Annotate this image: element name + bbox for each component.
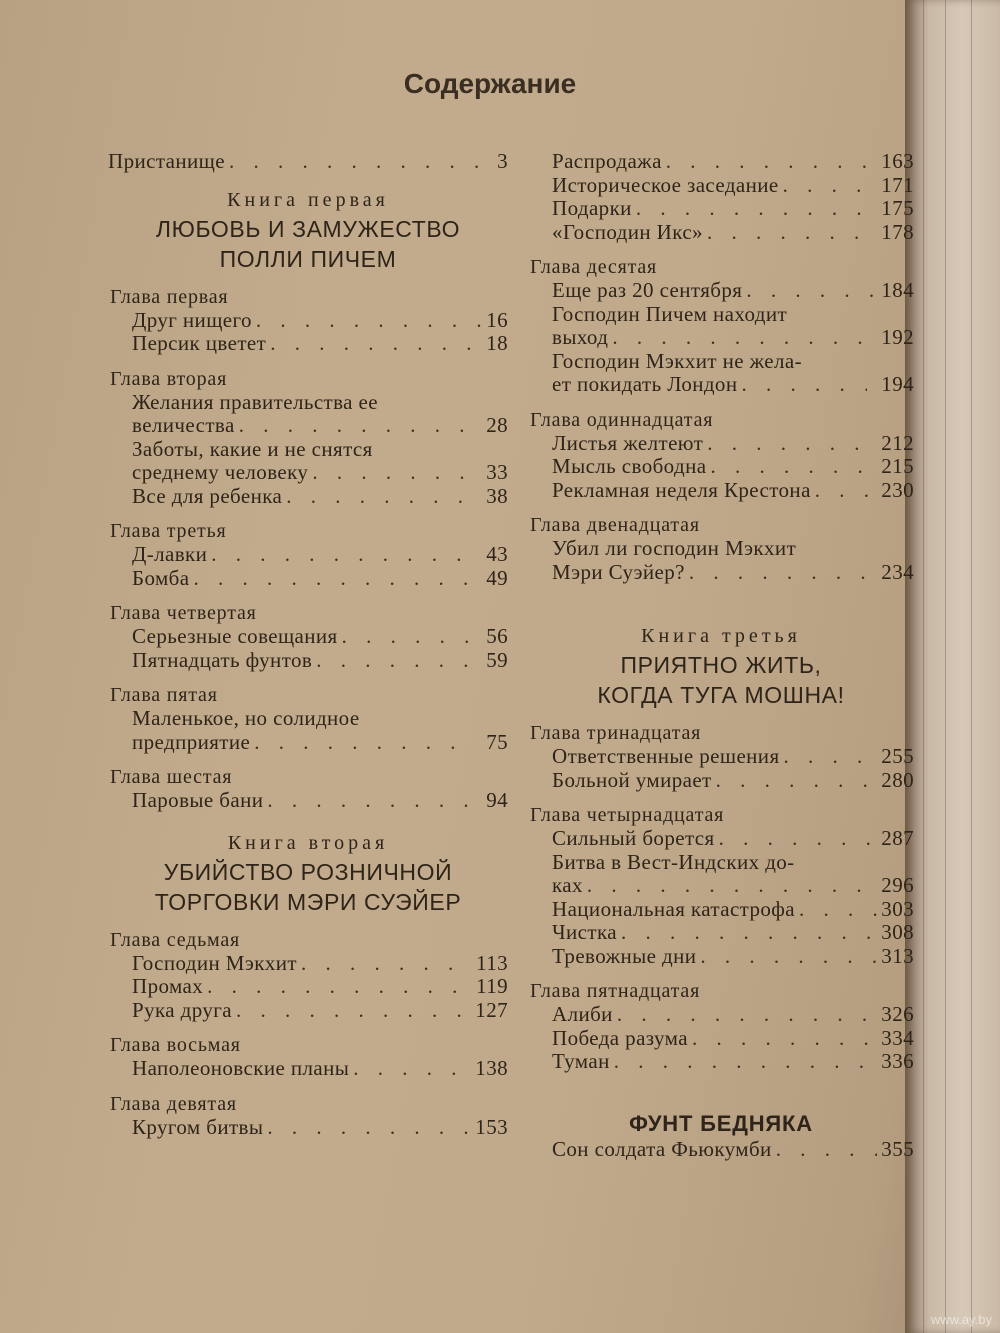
book-title-line: ТОРГОВКИ МЭРИ СУЭЙЕР xyxy=(154,888,462,915)
leader-dots xyxy=(617,1003,877,1027)
chapter-heading: Глава третья xyxy=(110,520,227,542)
book-label: Книга вторая xyxy=(227,831,389,854)
chapter-heading: Глава пятнадцатая xyxy=(530,980,701,1002)
toc-page-number: 171 xyxy=(881,172,914,197)
toc-entry-title: Господин Мэкхит xyxy=(132,950,297,975)
toc-page-number: 326 xyxy=(881,1002,914,1026)
leader-dots xyxy=(707,221,877,245)
leader-dots xyxy=(700,945,877,969)
toc-entry xyxy=(528,303,914,350)
toc-entry-title: Д-лавки xyxy=(132,542,208,566)
chapter-heading: Глава тринадцатая xyxy=(530,722,702,744)
toc-entry-title: Бомба xyxy=(132,565,190,590)
leader-dots xyxy=(193,567,482,591)
toc-entry-line xyxy=(132,731,508,755)
toc-page-number: 119 xyxy=(476,974,508,998)
toc-entry xyxy=(528,851,914,898)
leader-dots xyxy=(236,999,471,1023)
toc-entry-title: Подарки xyxy=(552,196,632,220)
toc-page-number: 303 xyxy=(881,896,914,921)
leader-dots xyxy=(707,432,877,456)
toc-page-number: 255 xyxy=(881,744,914,768)
toc-page-number: 355 xyxy=(881,1136,914,1161)
toc-entry xyxy=(528,1138,914,1162)
toc-entry-title: Паровые бани xyxy=(132,788,264,812)
toc-entry-line xyxy=(552,561,914,585)
toc-entry xyxy=(528,479,914,503)
leader-dots xyxy=(784,745,878,769)
toc-left-column xyxy=(108,150,508,1139)
toc-entry-title: Листья желтеют xyxy=(552,430,704,455)
toc-entry-title: Персик цветет xyxy=(132,331,267,355)
chapter-heading: Глава четырнадцатая xyxy=(530,804,725,826)
toc-entry-title: Промах xyxy=(132,974,204,998)
toc-page-number: 56 xyxy=(486,624,508,648)
toc-entry-title: Битва в Вест-Индских до- xyxy=(552,849,795,874)
leader-dots xyxy=(267,1116,471,1140)
toc-entry-title: Господин Пичем находит xyxy=(552,301,788,326)
toc-entry-title: Больной умирает xyxy=(552,767,712,792)
toc-entry xyxy=(528,1027,914,1051)
toc-page-number: 194 xyxy=(881,372,914,396)
toc-entry-title: Рука друга xyxy=(132,997,232,1022)
spacer xyxy=(108,813,508,817)
leader-dots xyxy=(815,479,878,503)
toc-entry-line xyxy=(552,303,914,327)
toc-entry-title: Алиби xyxy=(552,1002,613,1026)
toc-page-number: 38 xyxy=(486,483,508,508)
toc-entry-title: ет покидать Лондон xyxy=(552,372,738,396)
toc-entry xyxy=(528,898,914,922)
chapter-heading: Глава десятая xyxy=(530,256,658,278)
toc-page-number: 94 xyxy=(486,788,508,812)
toc-entry xyxy=(528,1003,914,1027)
toc-page-number: 212 xyxy=(881,430,914,455)
toc-entry xyxy=(528,921,914,945)
toc-page-number: 16 xyxy=(486,307,508,332)
leader-dots xyxy=(799,898,877,922)
toc-entry xyxy=(108,649,508,673)
toc-page-number: 336 xyxy=(881,1049,914,1073)
book-title-line: ПОЛЛИ ПИЧЕМ xyxy=(219,245,397,272)
leader-dots xyxy=(614,1050,878,1074)
toc-entry-title: Пятнадцать фунтов xyxy=(132,647,313,672)
toc-entry-title: Ответственные решения xyxy=(552,744,780,768)
book-title xyxy=(108,857,508,917)
chapter-heading: Глава четвертая xyxy=(110,602,257,624)
toc-page-number: 33 xyxy=(486,460,508,484)
toc-entry-line xyxy=(552,326,914,350)
toc-entry-title: Историческое заседание xyxy=(552,172,779,197)
toc-entry xyxy=(108,1116,508,1140)
leader-dots xyxy=(301,952,472,976)
leader-dots xyxy=(612,326,867,350)
toc-entry xyxy=(528,745,914,769)
toc-entry xyxy=(108,567,508,591)
toc-page-number: 127 xyxy=(475,997,508,1022)
toc-entry-title: Победа разума xyxy=(552,1025,688,1050)
toc-page-number: 296 xyxy=(881,873,914,897)
toc-entry-title: предприятие xyxy=(132,729,251,754)
toc-entry-title: Господин Мэкхит не жела- xyxy=(552,348,802,373)
toc-entry-line xyxy=(552,851,914,875)
toc-entry-title: Убил ли господин Мэкхит xyxy=(552,536,797,560)
toc-page-number: 192 xyxy=(881,325,914,349)
toc-entry-line xyxy=(132,414,508,438)
leader-dots xyxy=(621,921,877,945)
toc-entry xyxy=(528,827,914,851)
toc-entry-title: «Господин Икс» xyxy=(552,219,703,244)
book-title-line: ПРИЯТНО ЖИТЬ, xyxy=(620,652,822,678)
toc-entry-title: Рекламная неделя Крестона xyxy=(552,477,811,502)
chapter-heading: Глава девятая xyxy=(110,1092,237,1115)
toc-page-number: 175 xyxy=(881,196,914,220)
toc-page-number: 153 xyxy=(475,1114,508,1139)
toc-page-number: 43 xyxy=(486,542,508,566)
toc-entry-title: выход xyxy=(552,325,609,349)
toc-entry xyxy=(528,769,914,793)
toc-page-number: 178 xyxy=(881,219,914,244)
book-title-line: УБИЙСТВО РОЗНИЧНОЙ xyxy=(163,858,453,885)
leader-dots xyxy=(636,197,877,221)
toc-entry xyxy=(528,279,914,303)
toc-entry-title: Туман xyxy=(552,1049,610,1073)
toc-entry-line xyxy=(132,391,508,415)
chapter-heading: Глава восьмая xyxy=(110,1034,241,1056)
toc-entry xyxy=(108,332,508,356)
toc-entry-title: Друг нищего xyxy=(132,307,252,332)
toc-page-number: 75 xyxy=(486,729,508,754)
toc-entry xyxy=(108,391,508,438)
toc-page-number: 230 xyxy=(881,477,914,502)
chapter-heading: Глава вторая xyxy=(110,367,228,390)
toc-entry-title: ках xyxy=(552,873,583,897)
toc-entry-title: Заботы, какие и не снятся xyxy=(132,436,373,461)
toc-entry-title: величества xyxy=(132,413,235,437)
toc-entry xyxy=(528,150,914,174)
spacer xyxy=(528,584,914,610)
epilogue-title: ФУНТ БЕДНЯКА xyxy=(629,1110,813,1136)
leader-dots xyxy=(207,975,472,999)
book-label: Книга первая xyxy=(227,188,389,211)
toc-entry-title: Пристанище xyxy=(108,149,225,173)
toc-entry-title: Мэри Суэйер? xyxy=(552,559,685,584)
leader-dots xyxy=(316,649,482,673)
toc-entry xyxy=(108,707,508,754)
leader-dots xyxy=(254,731,472,755)
toc-entry-title: Национальная катастрофа xyxy=(552,896,796,921)
leader-dots xyxy=(353,1057,471,1081)
leader-dots xyxy=(270,332,482,356)
toc-page-number: 3 xyxy=(497,149,508,173)
toc-entry xyxy=(108,1057,508,1081)
toc-page-number: 113 xyxy=(476,950,508,975)
toc-entry xyxy=(108,485,508,509)
leader-dots xyxy=(342,625,482,649)
toc-right-column xyxy=(528,150,914,1161)
book-title xyxy=(108,214,508,274)
toc-entry xyxy=(108,309,508,333)
leader-dots xyxy=(692,1027,877,1051)
leader-dots xyxy=(741,373,867,397)
toc-entry xyxy=(108,975,508,999)
leader-dots xyxy=(746,279,877,303)
toc-entry-title: Маленькое, но солидное xyxy=(132,706,360,730)
book-title xyxy=(528,650,914,710)
toc-entry-line xyxy=(132,461,508,485)
toc-page-number: 308 xyxy=(881,920,914,944)
toc-entry xyxy=(108,999,508,1023)
book-title-line: КОГДА ТУГА МОШНА! xyxy=(597,682,845,708)
toc-entry xyxy=(528,432,914,456)
book-label: Книга третья xyxy=(641,625,801,647)
toc-entry xyxy=(108,438,508,485)
toc-page-number: 334 xyxy=(881,1025,914,1050)
toc-entry-title: среднему человеку xyxy=(132,460,309,484)
toc-entry-title: Сон солдата Фьюкумби xyxy=(552,1136,772,1161)
chapter-heading: Глава седьмая xyxy=(110,928,240,951)
toc-entry xyxy=(528,1050,914,1074)
leader-dots xyxy=(286,485,482,509)
leader-dots xyxy=(211,543,482,567)
toc-page-number: 280 xyxy=(881,767,914,792)
toc-entry-title: Еще раз 20 сентября xyxy=(552,278,743,302)
chapter-heading: Глава первая xyxy=(110,285,229,308)
book-title-line: ЛЮБОВЬ И ЗАМУЖЕСТВО xyxy=(155,215,461,242)
toc-entry-title: Распродажа xyxy=(552,149,662,173)
leader-dots xyxy=(256,309,482,333)
toc-entry-title: Чистка xyxy=(552,920,617,944)
toc-entry xyxy=(528,455,914,479)
toc-page-number: 49 xyxy=(486,565,508,590)
leader-dots xyxy=(783,174,878,198)
toc-entry xyxy=(528,197,914,221)
chapter-heading: Глава шестая xyxy=(110,766,233,788)
toc-page-number: 215 xyxy=(881,454,914,478)
toc-page-number: 234 xyxy=(881,559,914,584)
toc-entry-title: Тревожные дни xyxy=(552,943,697,968)
toc-entry xyxy=(528,537,914,584)
toc-entry xyxy=(108,625,508,649)
chapter-heading: Глава пятая xyxy=(110,684,218,706)
toc-page-number: 313 xyxy=(881,943,914,968)
toc-page-number: 287 xyxy=(881,826,914,850)
toc-entry-title: Все для ребенка xyxy=(132,483,283,508)
toc-page-number: 28 xyxy=(486,413,508,437)
toc-entry-line xyxy=(132,438,508,462)
chapter-heading: Глава одиннадцатая xyxy=(530,408,714,431)
leader-dots xyxy=(666,150,878,174)
toc-page-number: 59 xyxy=(486,647,508,672)
leader-dots xyxy=(689,561,867,585)
toc-page-number: 184 xyxy=(881,278,914,302)
toc-entry-title: Серьезные совещания xyxy=(132,624,338,648)
toc-entry xyxy=(528,350,914,397)
page-edge xyxy=(905,0,1000,1333)
toc-entry xyxy=(528,174,914,198)
toc-entry-title: Мысль свободна xyxy=(552,454,707,478)
toc-entry-line xyxy=(552,537,914,561)
leader-dots xyxy=(776,1138,878,1162)
leader-dots xyxy=(312,461,472,485)
leader-dots xyxy=(267,789,482,813)
toc-page-number: 18 xyxy=(486,331,508,355)
leader-dots xyxy=(229,150,482,174)
toc-page-number: 163 xyxy=(881,149,914,173)
toc-entry-title: Кругом битвы xyxy=(132,1114,264,1139)
leader-dots xyxy=(587,874,867,898)
toc-entry-line xyxy=(552,350,914,374)
leader-dots xyxy=(716,769,878,793)
leader-dots xyxy=(710,455,877,479)
page-title: Содержание xyxy=(403,68,577,99)
watermark: www.ay.by xyxy=(930,1312,992,1327)
toc-entry xyxy=(108,150,508,174)
toc-entry xyxy=(108,952,508,976)
toc-page-number: 138 xyxy=(475,1056,508,1080)
chapter-heading: Глава двенадцатая xyxy=(530,514,700,536)
toc-entry xyxy=(528,221,914,245)
toc-entry xyxy=(528,945,914,969)
toc-entry-line xyxy=(552,874,914,898)
toc-entry-line xyxy=(552,373,914,397)
leader-dots xyxy=(239,414,472,438)
leader-dots xyxy=(719,827,878,851)
toc-entry-title: Желания правительства ее xyxy=(132,389,378,414)
toc-entry-title: Наполеоновские планы xyxy=(132,1056,350,1080)
toc-entry xyxy=(108,543,508,567)
toc-entry-title: Сильный борется xyxy=(552,826,715,850)
toc-entry-line xyxy=(132,707,508,731)
toc-entry xyxy=(108,789,508,813)
